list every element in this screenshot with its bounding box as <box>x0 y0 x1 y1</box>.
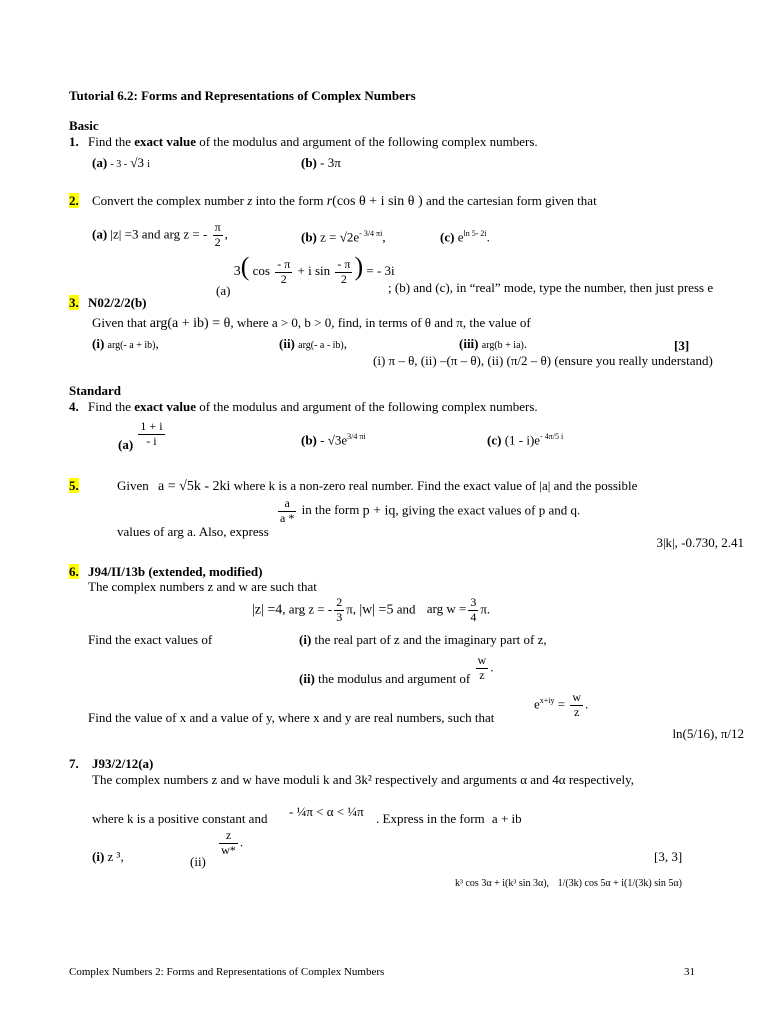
math-expr: |z| =3 <box>110 226 139 242</box>
math-expr: arg(a + ib) = θ <box>149 316 231 331</box>
q3-answer: (i) π – θ, (ii) –(π – θ), (ii) (π/2 – θ) (ensure you really understand) <box>373 353 713 368</box>
part-label: (c) <box>487 432 502 448</box>
page-number: 31 <box>684 966 695 978</box>
math-expr: (cos θ + i sin θ ) <box>332 194 423 209</box>
math-expr: |w| =5 <box>359 602 394 618</box>
q2-part-a: (a) |z| =3 and arg z = - $\frac{\pi}{2}$ , <box>92 220 228 249</box>
question-text: of the modulus and argument of the following complex numbers. <box>195 134 538 149</box>
math-expr: a = √5k - 2ki <box>158 479 231 494</box>
question-text: Given that <box>92 315 150 330</box>
q5-answer: 3|k|, -0.730, 2.41 <box>656 535 744 550</box>
math-expr: e <box>457 229 464 245</box>
math-expr: arg(- a - ib) <box>298 340 344 351</box>
section-heading-basic: Basic <box>69 118 99 133</box>
q6-find: Find the exact values of <box>88 632 213 647</box>
question-text: and the cartesian form given that <box>425 193 597 208</box>
q4-part-a <box>118 419 167 453</box>
question-number: 4. <box>69 399 79 414</box>
question-reference: J94/II/13b (extended, modified) <box>88 564 263 579</box>
q2-part-c: (c) $e^{ln 5- 2i}$. <box>440 229 490 245</box>
question-text: . Express in the form <box>376 811 485 826</box>
math-expr: - 3π <box>320 155 341 170</box>
q6-find-2: Find the value of x and a value of y, where x and y are real numbers, such that <box>88 710 495 725</box>
answer-expr: 1/(3k) cos 5α + i(1/(3k) sin 5α) <box>557 878 682 889</box>
math-fraction: $\frac{3}{4}$ <box>470 595 477 624</box>
question-4 <box>69 400 538 415</box>
math-exponent: 3/4 πi <box>347 432 366 441</box>
math-expr: z ³, <box>107 849 124 864</box>
question-text: Find the <box>88 399 135 414</box>
q7-intro: The complex numbers z and w have moduli k and 3k² respectively and arguments α and 4α respectively, <box>92 772 635 787</box>
question-text: , where a > 0, b > 0, find, in terms of θ and π, the value of <box>230 315 531 330</box>
math-expr: z = √2e <box>320 229 360 245</box>
q5-text-2 <box>117 496 581 540</box>
q6-part-i <box>299 633 547 648</box>
question-text: Given <box>117 478 149 493</box>
part-label: (a) <box>118 437 134 453</box>
math-exponent: - 3/4 πi <box>359 229 383 238</box>
q3-marks: [3] <box>674 338 690 353</box>
part-label: (i) <box>299 632 312 647</box>
question-number: 1. <box>69 134 79 149</box>
q2-hint: (a) 3( cos $\frac{- \pi}{2}$ + i sin $\frac{- \pi}{2}$ ) = - 3i <box>216 252 395 298</box>
q7-marks: [3, 3] <box>654 849 683 864</box>
q3-part-iii: (iii) arg(b + ia). <box>459 336 528 351</box>
math-expr: |z| =4 <box>252 602 283 618</box>
math-expr: cos <box>252 263 270 278</box>
q4-part-c <box>487 432 563 448</box>
q3-part-ii: (ii) arg(- a - ib), <box>279 336 348 351</box>
math-expr: - √3e <box>320 432 348 448</box>
part-label: (iii) <box>459 336 479 351</box>
math-expr: + i sin <box>297 263 331 278</box>
question-text: where k is a non-zero real number. Find the exact value of |a| and the possible <box>230 478 638 493</box>
question-text: in the form <box>301 502 360 518</box>
q2-hint-text: ; (b) and (c), in “real” mode, type the number, then just press e <box>388 280 714 295</box>
question-number: 2. <box>69 193 79 208</box>
part-label: (b) <box>301 432 317 448</box>
q7-inequality <box>289 805 364 820</box>
q7-part-i <box>92 850 124 865</box>
question-text: , giving the exact values of p and q. <box>395 502 581 518</box>
math-expr: 3 <box>233 264 241 279</box>
part-label: (ii) <box>299 671 315 687</box>
question-text: values of arg a. Also, express <box>117 524 269 540</box>
math-fraction: $\frac{z}{w*}$ <box>221 828 236 857</box>
q7-express <box>376 812 522 827</box>
math-expr: arg w = <box>426 601 467 617</box>
answer-expr: k³ cos 3α + i(k³ sin 3α), <box>455 878 550 889</box>
math-expr: (1 - i)e <box>504 432 541 448</box>
q7-answer <box>455 878 682 890</box>
math-expr: arg z = - <box>288 601 333 617</box>
math-exponent: ln 5- 2i <box>463 229 487 238</box>
math-expr: i <box>147 159 151 170</box>
part-label: (i) <box>92 336 105 351</box>
math-expr: a + ib <box>491 811 522 826</box>
q1-part-b <box>301 156 341 171</box>
question-1 <box>69 135 538 150</box>
question-2 <box>69 194 597 210</box>
q6-answer: ln(5/16), π/12 <box>672 726 744 741</box>
part-label: (i) <box>92 849 105 864</box>
math-expr: arg(b + ia) <box>481 340 524 351</box>
q3-text <box>92 316 531 332</box>
math-expr: √3 <box>130 155 144 170</box>
question-number: 3. <box>69 295 79 310</box>
math-expr: π <box>346 601 353 617</box>
q7-part-ii: (ii) $\frac{z}{w*}$ . <box>190 828 244 870</box>
question-text: the real part of z and the imaginary part of z, <box>311 632 547 647</box>
part-label: (b) <box>301 229 317 245</box>
question-reference: N02/2/2(b) <box>88 295 147 310</box>
part-label: (a) <box>92 155 108 170</box>
part-label: (c) <box>440 229 455 245</box>
math-fraction: $\frac{1 + i}{- i}$ <box>140 419 163 448</box>
math-exponent: - 4π/5 i <box>540 432 564 441</box>
part-label: (b) <box>301 155 317 170</box>
question-text: where k is a positive constant and <box>92 811 268 826</box>
part-label: (a) <box>92 226 108 242</box>
question-text: Convert the complex number <box>92 193 248 208</box>
question-text: and <box>396 601 416 617</box>
math-expr: = <box>557 696 566 712</box>
math-expr: π <box>480 601 487 617</box>
question-5 <box>69 479 79 494</box>
math-fraction: $\frac{- \pi}{2}$ <box>337 256 351 286</box>
question-number: 6. <box>69 564 79 579</box>
math-exponent: x+iy <box>539 695 555 705</box>
q3-part-i: (i) arg(- a + ib), <box>92 336 159 351</box>
math-fraction: $\frac{2}{3}$ <box>336 595 343 624</box>
q4-part-b <box>301 432 366 448</box>
question-7 <box>69 757 153 772</box>
math-fraction: $\frac{w}{z}$ <box>477 653 487 682</box>
question-text: the modulus and argument of <box>314 671 471 687</box>
q6-part-ii: (ii) the modulus and argument of $\frac{w}{z}$ . <box>299 653 494 687</box>
math-fraction: $\frac{w}{z}$ <box>572 690 582 719</box>
math-expr: - ¼π < α < ¼π <box>289 804 364 819</box>
question-text-bold: exact value <box>134 134 196 149</box>
q2-part-b: (b) $z = √2e^{- 3/4 \pi i}$, <box>301 229 386 245</box>
question-3 <box>69 296 147 311</box>
math-expr: arg z = - <box>163 226 208 242</box>
question-6 <box>69 565 262 580</box>
math-var: z <box>247 193 253 208</box>
footer-text: Complex Numbers 2: Forms and Representations of Complex Numbers <box>69 966 385 978</box>
question-number: 5. <box>69 478 79 493</box>
question-reference: J93/2/12(a) <box>92 756 154 771</box>
page-title: Tutorial 6.2: Forms and Representations of Complex Numbers <box>69 88 416 103</box>
question-text: and <box>141 226 161 242</box>
part-label: (ii) <box>190 854 206 870</box>
part-label: (a) <box>216 283 231 298</box>
q1-part-a <box>92 156 150 171</box>
q6-intro: The complex numbers z and w are such that <box>88 579 317 594</box>
q7-where <box>92 812 267 827</box>
section-heading-standard: Standard <box>69 383 122 398</box>
math-expr: r <box>326 194 333 209</box>
question-text: Find the <box>88 134 135 149</box>
question-text-bold: exact value <box>134 399 196 414</box>
math-fraction: $\frac{- \pi}{2}$ <box>277 256 291 286</box>
math-expr: arg(- a + ib) <box>107 340 156 351</box>
q6-conditions: |z| =4, arg z = - $\frac{2}{3}$ π, |w| =5 and arg w = $\frac{3}{4}$ π. <box>252 595 491 624</box>
q6-equation: $e^{x+iy}$ = $\frac{w}{z}$ . <box>534 690 589 719</box>
question-text: of the modulus and argument of the following complex numbers. <box>195 399 538 414</box>
math-expr: - 3 - <box>110 159 128 170</box>
q5-text-1 <box>117 479 637 495</box>
part-label: (ii) <box>279 336 295 351</box>
math-fraction: $\frac{\pi}{2}$ <box>214 220 221 249</box>
question-text: into the form <box>252 193 327 208</box>
question-number: 7. <box>69 756 79 771</box>
math-expr: p + iq <box>362 503 396 519</box>
math-expr: = - 3i <box>366 263 395 278</box>
math-expr: e <box>534 696 540 712</box>
math-fraction: $\frac{a}{a *}$ <box>280 496 295 525</box>
